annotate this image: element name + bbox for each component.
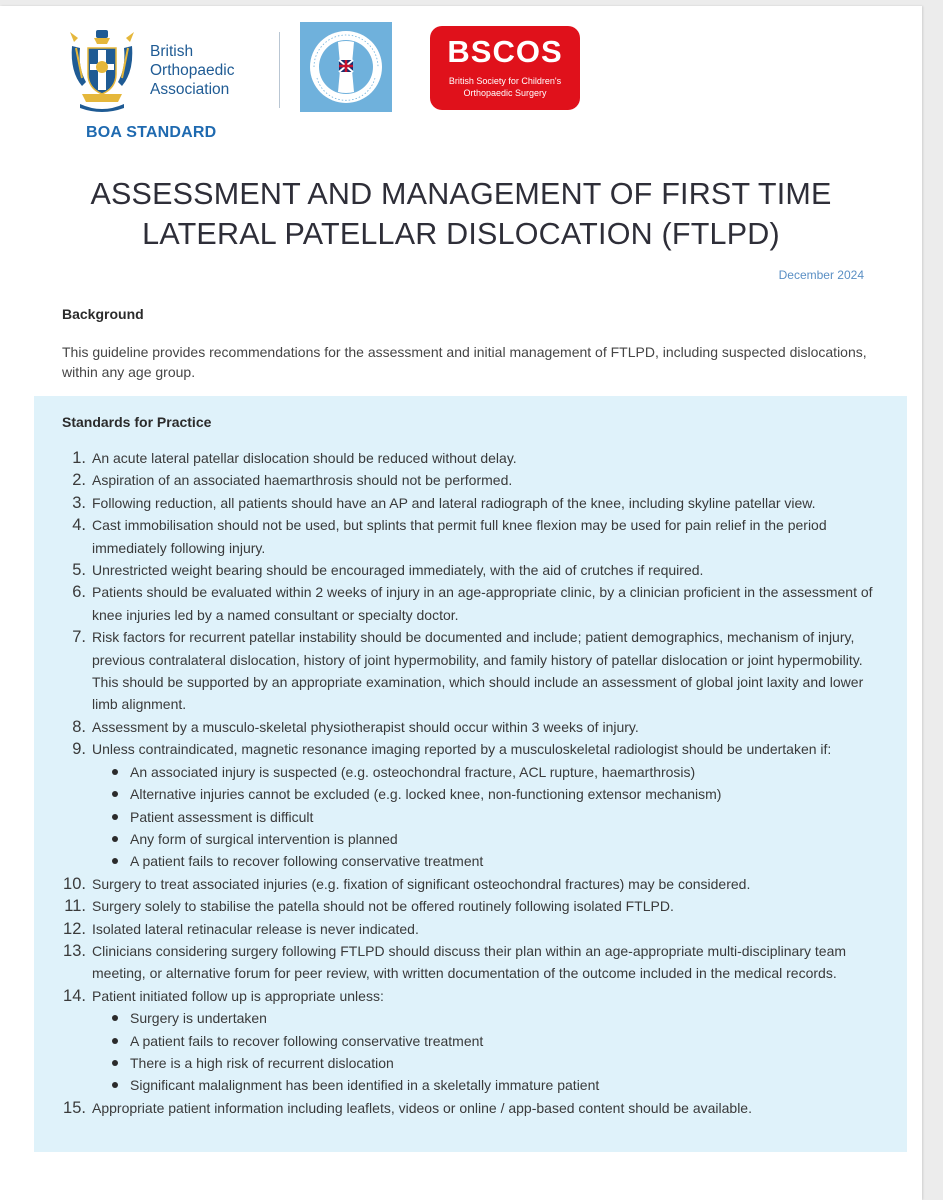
standard-sub-item (92, 1052, 884, 1074)
standard-text: Assessment by a musculo-skeletal physiotherapist should occur within 3 weeks of injury. (92, 718, 639, 735)
standard-number: 8 . (54, 716, 86, 738)
bullet-icon (112, 1082, 118, 1088)
standard-sub-text: A patient fails to recover following conservative treatment (130, 853, 484, 870)
standard-text: Cast immobilisation should not be used, but splints that permit full knee flexion may be used for pain relief in the period immediately following injury. (92, 517, 827, 556)
boa-name-line: Association (150, 81, 230, 98)
standards-list (54, 447, 884, 1119)
standard-number: 2 . (54, 469, 86, 491)
document-page (0, 6, 922, 1200)
standard-text: Unrestricted weight bearing should be encouraged immediately, with the aid of crutches if required. (92, 562, 704, 579)
bullet-icon (112, 814, 118, 820)
standards-box (34, 396, 907, 1152)
bullet-icon (112, 769, 118, 775)
standard-number: 4 . (54, 514, 86, 536)
standard-number: 3 . (54, 492, 86, 514)
standard-sub-text: Significant malalignment has been identified in a skeletally immature patient (130, 1077, 600, 1094)
bscos-name-line: Orthopaedic Surgery (463, 88, 547, 98)
standard-text: Appropriate patient information including leaflets, videos or online / app-based content should be available. (92, 1099, 752, 1116)
standard-item (54, 918, 884, 940)
title-line: LATERAL PATELLAR DISLOCATION (FTLPD) (142, 217, 780, 251)
standard-text: Patients should be evaluated within 2 weeks of injury in an age-appropriate clinic, by a clinician proficient in the assessment of knee injuries led by a named consultant or specialty doctor. (92, 584, 873, 623)
standard-item (54, 559, 884, 581)
standard-number: 5 . (54, 559, 86, 581)
standard-number: 15 . (54, 1097, 86, 1119)
standard-number: 6 . (54, 581, 86, 603)
standard-number: 9 . (54, 738, 86, 760)
standard-sub-text: There is a high risk of recurrent dislocation (130, 1054, 394, 1071)
standard-sub-item (92, 850, 884, 872)
bullet-icon (112, 1015, 118, 1021)
standard-sub-text: Any form of surgical intervention is planned (130, 830, 398, 847)
standard-item (54, 581, 884, 626)
standard-sub-item (92, 1007, 884, 1029)
standard-item (54, 985, 884, 1097)
standard-item (54, 1097, 884, 1119)
standard-sub-text: Surgery is undertaken (130, 1010, 267, 1027)
standard-sub-list (92, 1007, 884, 1097)
standard-item (54, 469, 884, 491)
bscos-logo (430, 26, 580, 110)
bscos-name-line: British Society for Children's (448, 76, 562, 86)
logo-divider (279, 32, 280, 108)
standard-sub-text: Patient assessment is difficult (130, 808, 314, 825)
standard-sub-item (92, 783, 884, 805)
standard-item (54, 514, 884, 559)
standard-item (54, 716, 884, 738)
standard-text: Following reduction, all patients should have an AP and lateral radiograph of the knee, including skyline patellar view. (92, 494, 816, 511)
boa-name-line: Orthopaedic (150, 62, 235, 79)
bullet-icon (112, 836, 118, 842)
standard-sub-text: A patient fails to recover following conservative treatment (130, 1032, 484, 1049)
boa-crest-icon (66, 28, 138, 112)
standard-item (54, 738, 884, 872)
page-title (0, 174, 922, 254)
standard-text: Aspiration of an associated haemarthrosis should not be performed. (92, 472, 513, 489)
standard-text: Isolated lateral retinacular release is never indicated. (92, 920, 419, 937)
standard-number: 10 . (54, 873, 86, 895)
standard-sub-item (92, 761, 884, 783)
standard-sub-text: Alternative injuries cannot be excluded (e.g. locked knee, non-functioning extensor mechanism) (130, 786, 722, 803)
standard-number: 1 . (54, 447, 86, 469)
title-line: ASSESSMENT AND MANAGEMENT OF FIRST TIME (90, 177, 832, 211)
standard-text: An acute lateral patellar dislocation should be reduced without delay. (92, 450, 517, 466)
boa-logo (66, 28, 256, 112)
bscos-acronym: BSCOS (447, 34, 563, 69)
bullet-icon (112, 1060, 118, 1066)
standard-text: Patient initiated follow up is appropriate unless: (92, 987, 384, 1004)
standard-text: Surgery to treat associated injuries (e.g. fixation of significant osteochondral fractures) may be considered. (92, 875, 751, 892)
standard-item (54, 492, 884, 514)
standard-text: Clinicians considering surgery following FTLPD should discuss their plan within an age-appropriate multi-disciplinary team meeting, or alternative forum for peer review, with written documentation of the outcome included in the medical records. (92, 942, 847, 982)
bullet-icon (112, 1038, 118, 1044)
standard-number: 7 . (54, 626, 86, 648)
standard-text: Risk factors for recurrent patellar instability should be documented and include; patient demographics, mechanism of injury, previous contralateral dislocation, history of joint hypermobility, and family history of patellar dislocation or joint hypermobility. This should be supported by an appropriate examination, which should include an assessment of global joint laxity and lower limb alignment. (92, 629, 864, 713)
background-heading: Background (62, 306, 144, 322)
standard-sub-text: An associated injury is suspected (e.g. osteochondral fracture, ACL rupture, haemarthrosis) (130, 763, 696, 780)
standard-sub-item (92, 806, 884, 828)
standard-sub-list (92, 761, 884, 873)
standard-text: Surgery solely to stabilise the patella should not be offered routinely following isolated FTLPD. (92, 898, 674, 915)
bullet-icon (112, 791, 118, 797)
standard-sub-item (92, 1074, 884, 1096)
standard-sub-item (92, 1030, 884, 1052)
standard-item (54, 940, 884, 985)
standard-item (54, 873, 884, 895)
bscos-name (430, 75, 580, 99)
background-text: This guideline provides recommendations for the assessment and initial management of FTLPD, including suspected dislocations, within any age group. (62, 344, 867, 380)
standard-number: 14 . (54, 985, 86, 1007)
standards-heading: Standards for Practice (62, 414, 212, 430)
standard-text: Unless contraindicated, magnetic resonance imaging reported by a musculoskeletal radiologist should be undertaken if: (92, 741, 832, 758)
standard-item (54, 447, 884, 469)
bullet-icon (112, 858, 118, 864)
document-type-label: BOA STANDARD (86, 124, 217, 141)
standard-item (54, 626, 884, 716)
standard-number: 11 . (54, 895, 86, 917)
standard-sub-item (92, 828, 884, 850)
publication-date: December 2024 (778, 268, 864, 282)
boa-name-line: British (150, 43, 194, 60)
standard-number: 12 . (54, 918, 86, 940)
boa-name (150, 42, 234, 99)
standard-item (54, 895, 884, 917)
standard-number: 13 . (54, 940, 86, 962)
knee-association-logo (300, 22, 392, 112)
